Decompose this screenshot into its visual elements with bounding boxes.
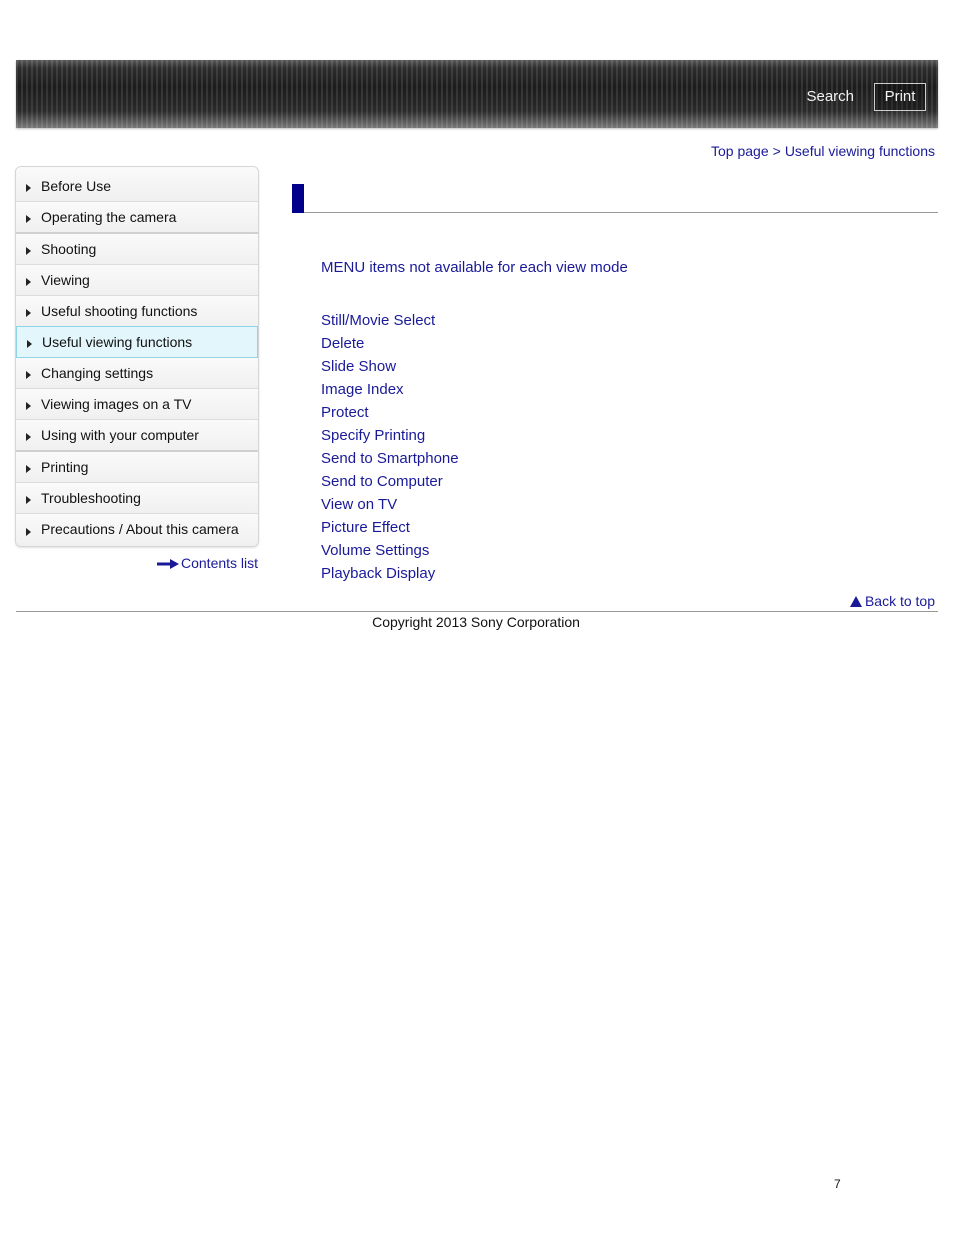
- page-title-bar: [292, 184, 938, 213]
- triangle-right-icon: [26, 465, 31, 473]
- link-volume-settings[interactable]: Volume Settings: [321, 542, 430, 559]
- link-specify-printing[interactable]: Specify Printing: [321, 427, 426, 444]
- back-to-top-link[interactable]: [850, 593, 935, 609]
- sidebar-item-label: Operating the camera: [41, 209, 177, 225]
- link-view-on-tv[interactable]: View on TV: [321, 496, 398, 513]
- contents-list-label: Contents list: [181, 555, 259, 571]
- link-delete[interactable]: Delete: [321, 335, 365, 352]
- sidebar-item-printing[interactable]: [16, 452, 258, 483]
- link-playback-display[interactable]: Playback Display: [321, 565, 436, 582]
- sidebar-item-troubleshooting[interactable]: [16, 483, 258, 514]
- link-slide-show[interactable]: Slide Show: [321, 358, 397, 375]
- sidebar-item-shooting[interactable]: [16, 234, 258, 265]
- triangle-right-icon: [26, 184, 31, 192]
- print-button[interactable]: Print: [874, 83, 926, 111]
- header-bar: [16, 60, 938, 128]
- copyright-text: Copyright 2013 Sony Corporation: [372, 614, 580, 630]
- breadcrumb-top-page[interactable]: Top page: [711, 143, 769, 159]
- triangle-right-icon: [26, 247, 31, 255]
- sidebar-item-useful-shooting-functions[interactable]: [16, 296, 258, 327]
- arrow-right-icon: [157, 556, 179, 572]
- sidebar-item-precautions-about-this-camera[interactable]: [16, 514, 258, 546]
- sidebar-item-using-with-your-computer[interactable]: [16, 420, 258, 452]
- breadcrumb-separator: >: [772, 143, 781, 159]
- sidebar-item-label: Useful viewing functions: [42, 334, 193, 350]
- sidebar-item-viewing-images-on-a-tv[interactable]: [16, 389, 258, 420]
- link-image-index[interactable]: Image Index: [321, 381, 404, 398]
- back-to-top-label: Back to top: [864, 593, 935, 609]
- menu-items-list: [321, 311, 459, 587]
- sidebar-item-label: Changing settings: [41, 365, 154, 381]
- sidebar-item-label: Shooting: [41, 241, 97, 257]
- page-number: 7: [834, 1177, 841, 1191]
- sidebar-item-label: Using with your computer: [41, 427, 199, 443]
- sidebar-item-useful-viewing-functions[interactable]: [16, 326, 258, 358]
- sidebar-item-viewing[interactable]: [16, 265, 258, 296]
- link-send-to-computer[interactable]: Send to Computer: [321, 473, 443, 490]
- triangle-right-icon: [26, 402, 31, 410]
- triangle-right-icon: [26, 528, 31, 536]
- breadcrumb-current[interactable]: Useful viewing functions: [784, 143, 935, 159]
- link-send-to-smartphone[interactable]: Send to Smartphone: [321, 450, 459, 467]
- sidebar-item-label: Viewing: [41, 272, 90, 288]
- sidebar-nav: [15, 166, 259, 547]
- sidebar-item-changing-settings[interactable]: [16, 358, 258, 389]
- sidebar-item-operating-the-camera[interactable]: [16, 202, 258, 234]
- triangle-right-icon: [26, 278, 31, 286]
- copyright: [0, 614, 954, 630]
- link-protect[interactable]: Protect: [321, 404, 369, 421]
- sidebar-item-label: Viewing images on a TV: [41, 396, 192, 412]
- link-picture-effect[interactable]: Picture Effect: [321, 519, 410, 536]
- sidebar-item-before-use[interactable]: [16, 167, 258, 202]
- sidebar-item-label: Useful shooting functions: [41, 303, 198, 319]
- sidebar-item-label: Printing: [41, 459, 89, 475]
- triangle-up-icon: [850, 596, 862, 607]
- breadcrumb: [711, 143, 935, 159]
- triangle-right-icon: [26, 309, 31, 317]
- contents-list-link[interactable]: [157, 555, 258, 572]
- triangle-right-icon: [27, 340, 32, 348]
- footer-divider: [16, 611, 938, 612]
- search-link[interactable]: Search: [806, 88, 854, 105]
- sidebar-item-label: Before Use: [41, 178, 112, 194]
- menu-not-available-link[interactable]: MENU items not available for each view mode: [321, 259, 628, 276]
- link-still-movie-select[interactable]: Still/Movie Select: [321, 312, 436, 329]
- triangle-right-icon: [26, 371, 31, 379]
- title-marker: [292, 184, 304, 213]
- triangle-right-icon: [26, 496, 31, 504]
- sidebar-item-label: Troubleshooting: [41, 490, 141, 506]
- sidebar-item-label: Precautions / About this camera: [41, 521, 239, 537]
- triangle-right-icon: [26, 433, 31, 441]
- triangle-right-icon: [26, 215, 31, 223]
